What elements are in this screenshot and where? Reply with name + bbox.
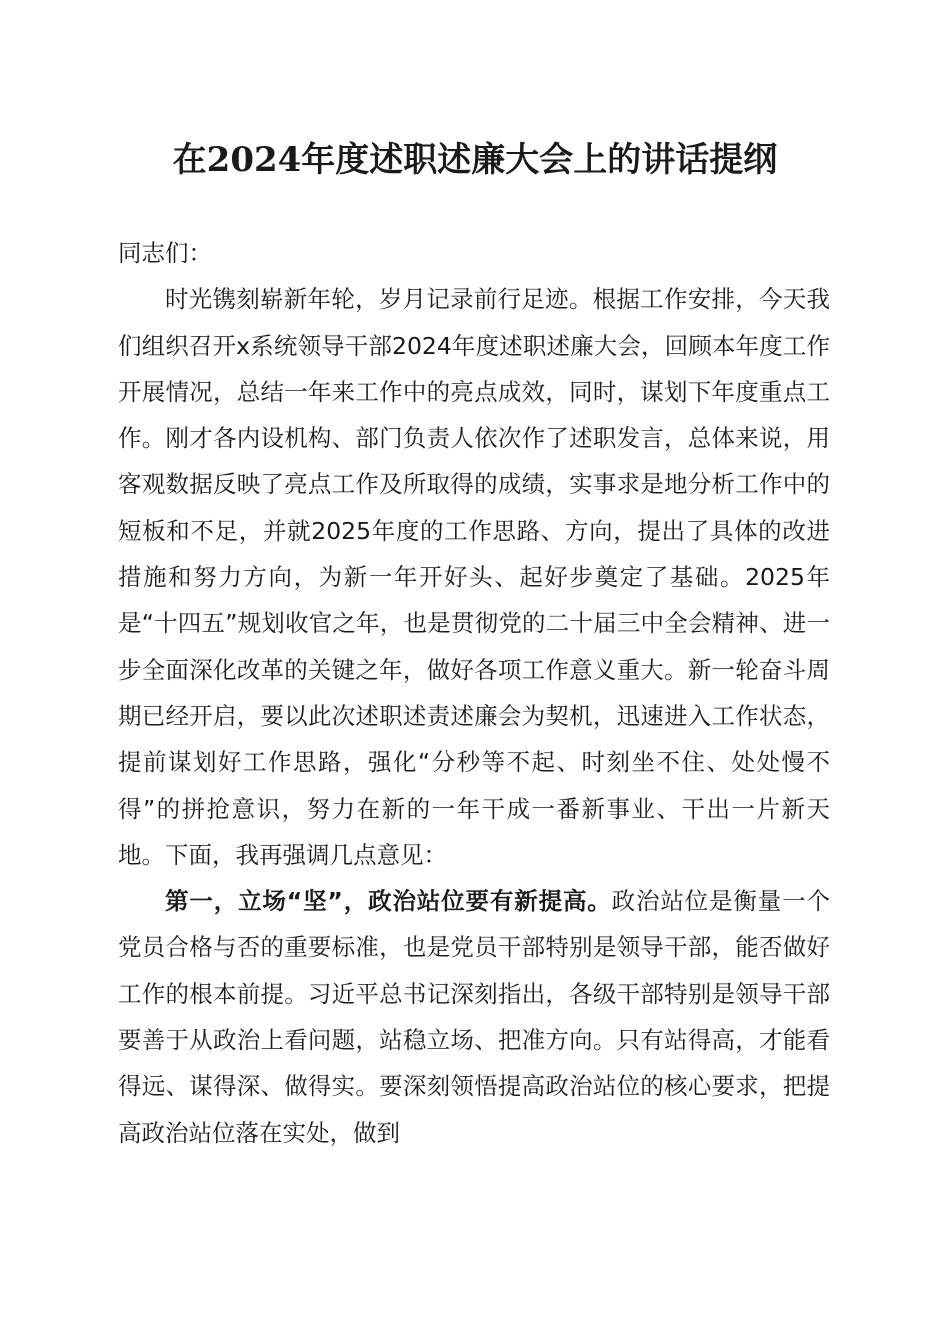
paragraph-intro: [118, 276, 830, 878]
salutation: 同志们：: [118, 239, 212, 267]
document-title: 在2024年度述职述廉大会上的讲话提纲: [172, 140, 778, 180]
paragraph-text: 时光镌刻崭新年轮，岁月记录前行足迹。根据工作安排，今天我们组织召开x系统领导干部2024年度述职述廉大会，回顾本年度工作开展情况，总结一年来工作中的亮点成效，同时，谋划下年度重点工作。刚才各内设机构、部门负责人依次作了述职发言，总体来说，用客观数据反映了亮点工作及所取得的成绩，实事求是地分析工作中的短板和不足，并就2025年度的工作思路、方向，提出了具体的改进措施和努力方向，为新一年开好头、起好步奠定了基础。2025年是“十四五”规划收官之年，也是贯彻党的二十届三中全会精神、进一步全面深化改革的关键之年，做好各项工作意义重大。新一轮奋斗周期已经开启，要以此次述职述责述廉会为契机，迅速进入工作状态，提前谋划好工作思路，强化“分秒等不起、时刻坐不住、处处慢不得”的拼抢意识，努力在新的一年干成一番新事业、干出一片新天地。下面，我再强调几点意见：: [118, 285, 830, 869]
paragraph-text: 政治站位是衡量一个党员合格与否的重要标准，也是党员干部特别是领导干部，能否做好工作的根本前提。习近平总书记深刻指出，各级干部特别是领导干部要善于从政治上看问题，站稳立场、把准方向。只有站得高，才能看得远、谋得深、做得实。要深刻领悟提高政治站位的核心要求，把提高政治站位落在实处，做到: [118, 887, 831, 1147]
paragraph-point-one: [118, 878, 830, 1156]
document-body: [118, 230, 830, 1156]
paragraph-lead-heading: 第一，立场“坚”，政治站位要有新提高。: [165, 887, 612, 916]
